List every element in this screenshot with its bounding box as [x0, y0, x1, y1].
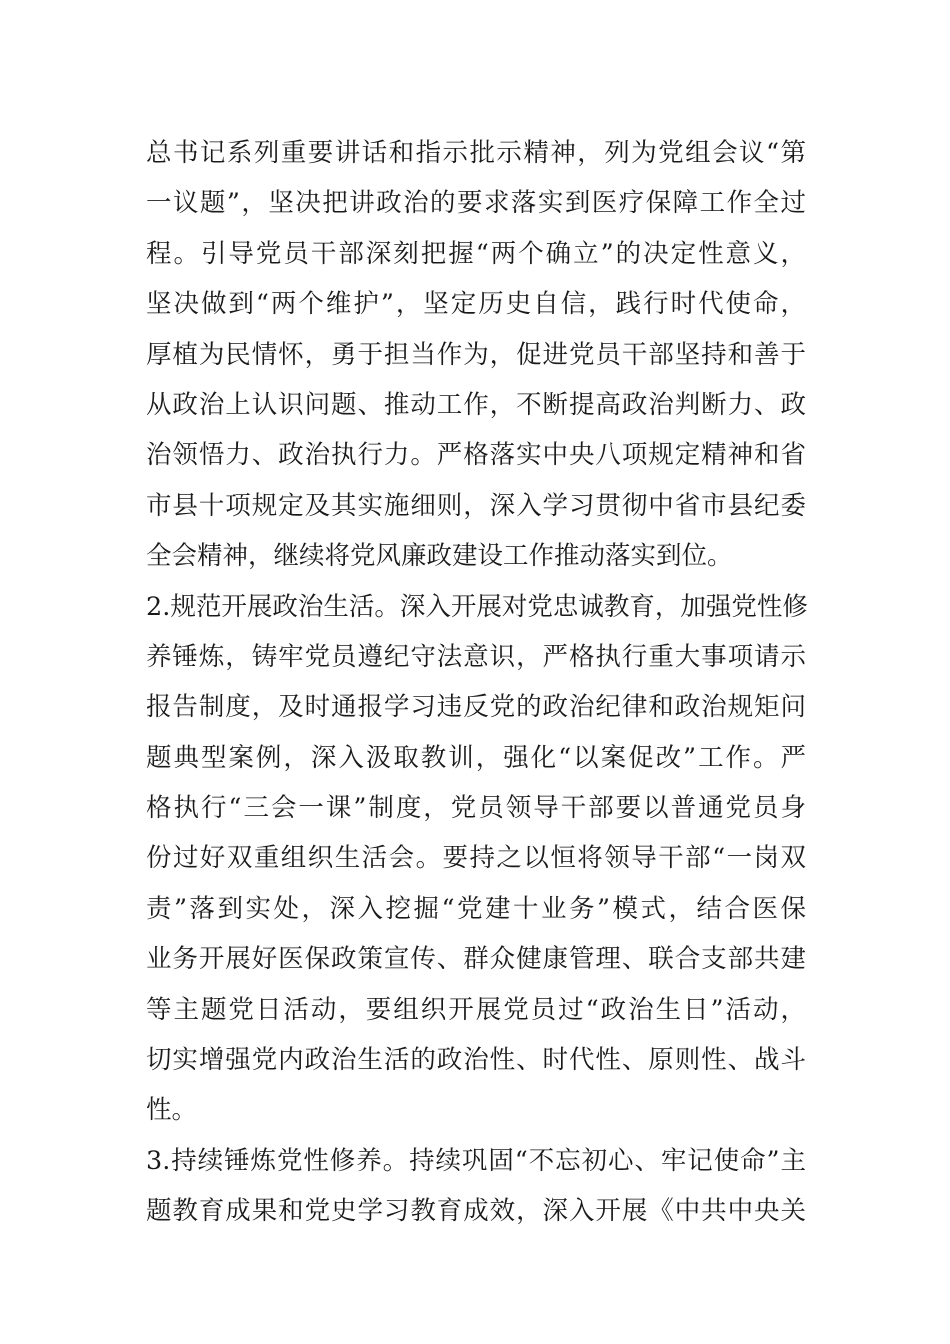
- section-heading-line: 2.规范开展政治生活。深入开展对党忠诚教育，加强党性修: [146, 591, 808, 622]
- text-line: 程。引导党员干部深刻把握“两个确立”的决定性意义，: [146, 238, 806, 269]
- text-line: 坚决做到“两个维护”，坚定历史自信，践行时代使命，: [146, 289, 806, 320]
- body-text: [146, 128, 806, 1237]
- text-line: 报告制度，及时通报学习违反党的政治纪律和政治规矩问: [146, 692, 806, 723]
- text-line: 份过好双重组织生活会。要持之以恒将领导干部“一岗双: [146, 843, 806, 874]
- text-line: 厚植为民情怀，勇于担当作为，促进党员干部坚持和善于: [146, 339, 806, 370]
- text-line: 性。: [146, 1095, 198, 1126]
- text-line: 业务开展好医保政策宣传、群众健康管理、联合支部共建: [146, 944, 806, 975]
- text-line: 养锤炼，铸牢党员遵纪守法意识，严格执行重大事项请示: [146, 641, 806, 672]
- text-line: 从政治上认识问题、推动工作，不断提高政治判断力、政: [146, 389, 806, 420]
- text-line: 题典型案例，深入汲取教训，强化“以案促改”工作。严: [146, 742, 806, 773]
- text-line: 责”落到实处，深入挖掘“党建十业务”模式，结合医保: [146, 893, 806, 924]
- text-line: 全会精神，继续将党风廉政建设工作推动落实到位。: [146, 541, 733, 572]
- text-line: 一议题”，坚决把讲政治的要求落实到医疗保障工作全过: [146, 188, 806, 219]
- text-line: 格执行“三会一课”制度，党员领导干部要以普通党员身: [146, 793, 806, 824]
- text-line: 市县十项规定及其实施细则，深入学习贯彻中省市县纪委: [146, 490, 806, 521]
- text-line: 治领悟力、政治执行力。严格落实中央八项规定精神和省: [146, 440, 806, 471]
- text-line: 等主题党日活动，要组织开展党员过“政治生日”活动，: [146, 994, 806, 1025]
- text-line: 总书记系列重要讲话和指示批示精神，列为党组会议“第: [146, 138, 806, 168]
- section-heading-line: 3.持续锤炼党性修养。持续巩固“不忘初心、牢记使命”主: [146, 1145, 806, 1176]
- text-line: 题教育成果和党史学习教育成效，深入开展《中共中央关: [146, 1196, 806, 1227]
- text-line: 切实增强党内政治生活的政治性、时代性、原则性、战斗: [146, 1045, 806, 1076]
